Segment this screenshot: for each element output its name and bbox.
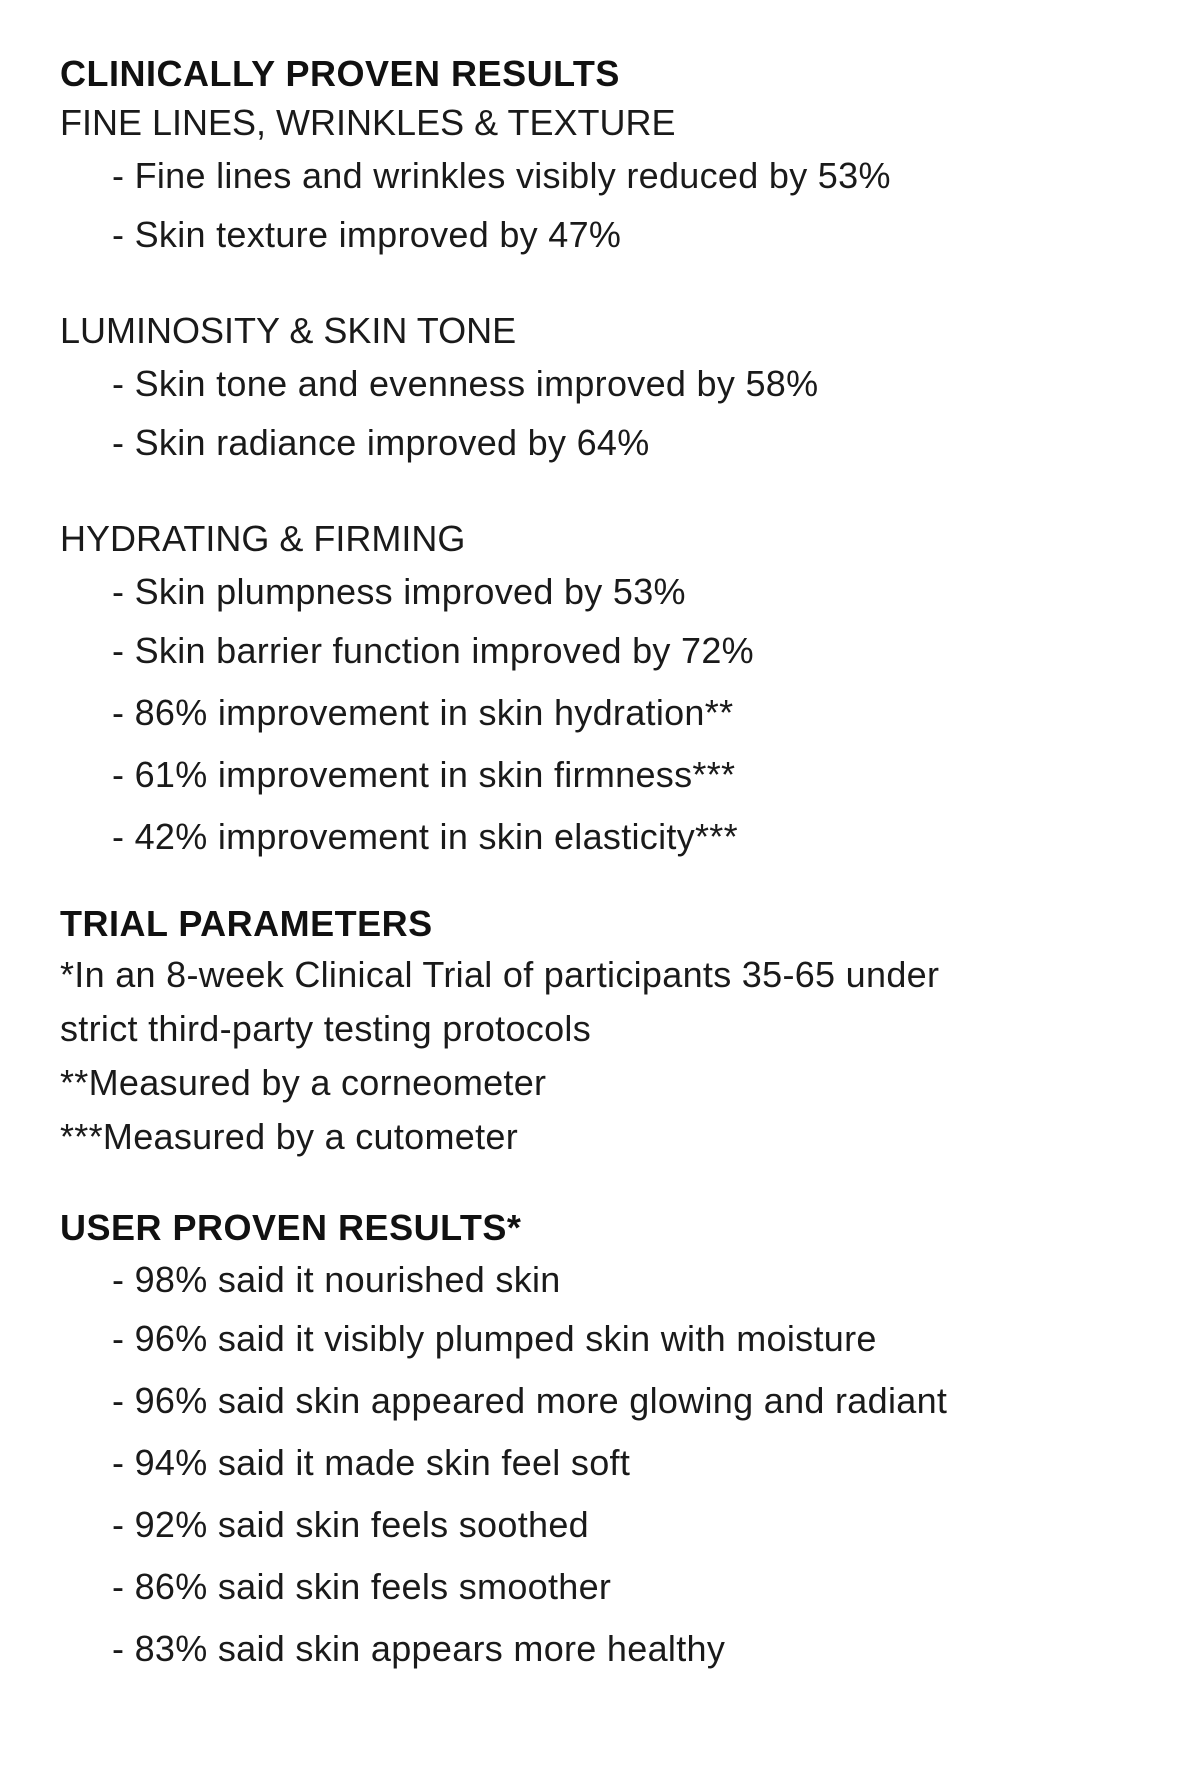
list-item: - 61% improvement in skin firmness*** (112, 754, 736, 795)
luminosity-list (60, 356, 1160, 474)
list-item: - Fine lines and wrinkles visibly reduced by 53% (112, 155, 891, 196)
list-item: - 96% said it visibly plumped skin with moisture (112, 1318, 877, 1359)
hydrating-list (60, 564, 1160, 868)
list-item: - Skin plumpness improved by 53% (112, 571, 686, 612)
list-item: - Skin texture improved by 47% (112, 214, 622, 255)
fine-lines-list (60, 148, 1160, 266)
corneometer-note: **Measured by a corneometer (60, 1062, 547, 1103)
list-item: - 94% said it made skin feel soft (112, 1442, 631, 1483)
list-item: - 86% said skin feels smoother (112, 1566, 612, 1607)
clinical-results-section (60, 50, 1160, 868)
user-results-list (60, 1252, 1160, 1680)
hydrating-group (60, 514, 1160, 868)
results-document (60, 50, 1160, 1680)
trial-note: *In an 8-week Clinical Trial of participants 35-65 under (60, 954, 940, 995)
user-results-heading: USER PROVEN RESULTS* (60, 1207, 522, 1248)
luminosity-group (60, 306, 1160, 474)
list-item: - 98% said it nourished skin (112, 1259, 561, 1300)
fine-lines-title: FINE LINES, WRINKLES & TEXTURE (60, 102, 676, 143)
luminosity-title: LUMINOSITY & SKIN TONE (60, 310, 517, 351)
list-item: - Skin radiance improved by 64% (112, 422, 650, 463)
list-item: - 86% improvement in skin hydration** (112, 692, 734, 733)
clinical-results-heading: CLINICALLY PROVEN RESULTS (60, 53, 620, 94)
list-item: - 83% said skin appears more healthy (112, 1628, 726, 1669)
list-item: - 92% said skin feels soothed (112, 1504, 589, 1545)
user-results-section (60, 1204, 1160, 1680)
list-item: - 96% said skin appeared more glowing and radiant (112, 1380, 948, 1421)
list-item: - Skin tone and evenness improved by 58% (112, 363, 819, 404)
hydrating-title: HYDRATING & FIRMING (60, 518, 466, 559)
trial-note: strict third-party testing protocols (60, 1008, 591, 1049)
cutometer-note: ***Measured by a cutometer (60, 1116, 519, 1157)
list-item: - Skin barrier function improved by 72% (112, 630, 754, 671)
trial-parameters-heading: TRIAL PARAMETERS (60, 903, 433, 944)
trial-parameters-section (60, 900, 1160, 1164)
list-item: - 42% improvement in skin elasticity*** (112, 816, 738, 857)
fine-lines-group (60, 98, 1160, 266)
